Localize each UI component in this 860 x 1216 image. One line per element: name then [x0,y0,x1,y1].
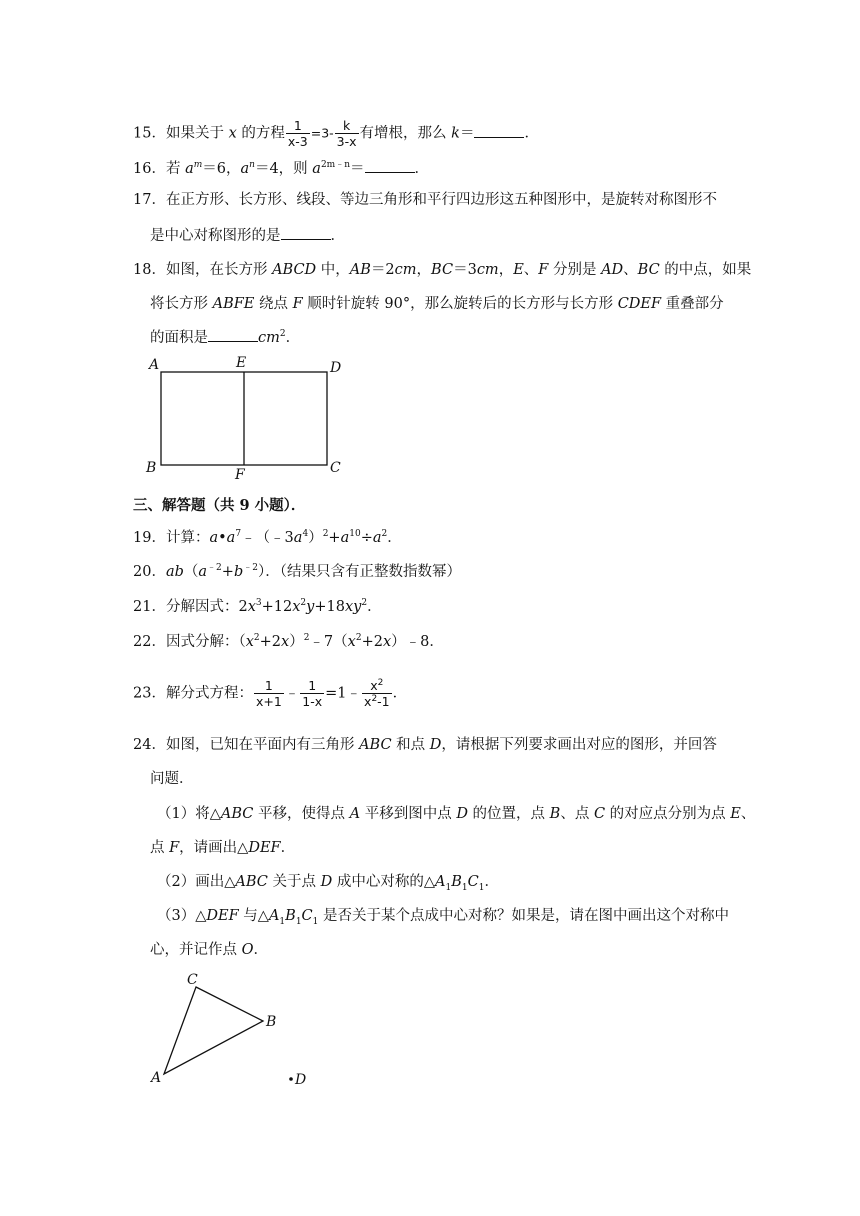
question-number: 22． [133,634,166,650]
question-17-line2: 是中心对称图形的是 ． [150,225,345,246]
fraction-1-over-x-3: $\frac{1}{x-3}$ [287,118,308,149]
question-24-part2: （2）画出△ABC 关于点 D 成中心对称的$\triangle A_1B_1C_1$． [157,874,499,893]
answer-blank[interactable] [474,123,524,138]
question-24-part1-line2: 点 F，请画出△DEF． [150,840,296,856]
question-18-line2: 将长方形 ABFE 绕点 F 顺时针旋转 90°，那么旋转后的长方形与长方形 CDEF 重叠部分 [150,296,724,312]
question-20: 20．$ab(a^{﹣2}+b^{﹣2})$．（结果只含有正整数指数幂） [133,563,461,580]
answer-blank[interactable] [365,158,415,173]
fraction-x2-over-x2-1: $\frac{x^2}{x^2-1}$ [364,677,390,709]
answer-blank[interactable] [281,225,331,240]
question-number: 20． [133,564,166,580]
question-18: 18．如图，在长方形 ABCD 中，AB＝2cm，BC＝3cm，E、F 分别是 AD、BC 的中点，如果 [133,262,752,278]
question-21: 21．分解因式：$2x^3+12x^2y+18xy^2$． [133,598,382,615]
fraction-k-over-3-x: $\frac{k}{3-x}$ [336,118,357,149]
question-17: 17．在正方形、长方形、线段、等边三角形和平行四边形这五种图形中，是旋转对称图形不 [133,192,717,208]
question-24-part3-line2: 心，并记作点 O． [150,942,268,958]
question-23: 23．解分式方程： $\frac{1}{x+1}$ ﹣ $\frac{1}{1-x}$ =1﹣ $\frac{x^2}{x^2-1}$ ． [133,677,408,709]
point-d [289,1077,293,1081]
question-number: 21． [133,599,166,615]
label-c: C [330,460,341,476]
label-b: B [146,460,157,476]
question-22: 22．因式分解：$(x^2+2x)^2﹣7(x^2+2x)﹣8$． [133,633,444,650]
question-16: 16．若 $a^m=6$，$a^n=4$，则 $a^{2m﹣n}=$ ． [133,158,429,179]
triangle-figure [140,965,340,1095]
question-18-line3: 的面积是 $cm^2$． [150,327,300,348]
label-a: A [151,1070,162,1086]
label-d: D [295,1072,307,1088]
section-title: 三、解答题（共 9 小题）． [133,497,306,514]
question-number: 24． [133,737,166,753]
question-number: 17． [133,192,166,208]
label-f: F [235,467,245,482]
label-e: E [236,355,247,371]
triangle-abc [164,987,263,1074]
question-15: 15．如果关于 x 的方程 $\frac{1}{x-3}$ =3- $\frac{k}{3-x}$ 有增根，那么 k＝ ． [133,118,539,149]
question-number: 18． [133,262,166,278]
rectangle-figure [140,352,360,482]
answer-blank[interactable] [208,327,258,342]
label-a: A [149,357,160,373]
question-number: 23． [133,685,166,702]
question-24: 24．如图，已知在平面内有三角形 ABC 和点 D，请根据下列要求画出对应的图形，并回答 [133,737,717,753]
question-24-line2: 问题． [150,771,194,787]
question-24-part1: （1）将△ABC 平移，使得点 A 平移到图中点 D 的位置，点 B、点 C 的对应点分别为点 E、 [157,806,756,822]
question-19: 19．计算：$a•a^7﹣(﹣3a^4)^2+a^{10}\div a^2$． [133,529,402,546]
question-number: 15． [133,125,166,142]
question-number: 16． [133,161,166,177]
label-c: C [187,972,198,988]
question-24-part3: （3）△DEF 与$\triangle A_1B_1C_1$ 是否关于某个点成中心对称？如果是，请在图中画出这个对称中 [157,908,729,927]
fraction-1-over-x+1: $\frac{1}{x+1}$ [255,678,282,709]
label-d: D [330,360,342,376]
fraction-1-over-1-x: $\frac{1}{1-x}$ [302,678,323,709]
label-b: B [266,1014,277,1030]
question-number: 19． [133,530,166,546]
